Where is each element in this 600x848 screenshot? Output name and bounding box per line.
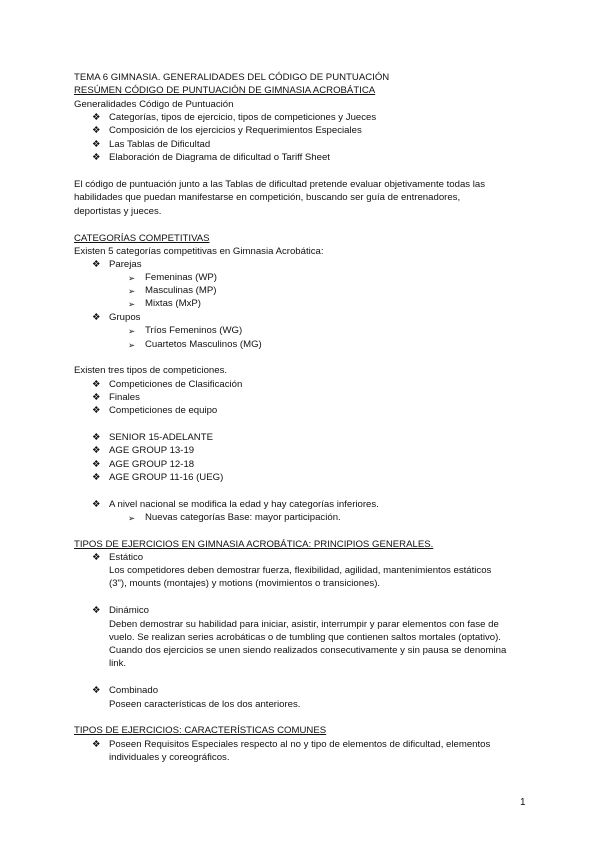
list-item: AGE GROUP 12-18 (109, 459, 195, 470)
diamond-bullet-icon: ❖ (92, 605, 101, 616)
paragraph-line: Deben demostrar su habilidad para iniciar, asistir, interrumpir y parar elementos con fase de (109, 619, 499, 630)
intro-paragraph-line: deportistas y jueces. (74, 206, 162, 217)
diamond-bullet-icon: ❖ (92, 472, 101, 483)
categorias-intro: Existen 5 categorías competitivas en Gimnasia Acrobática: (74, 246, 324, 257)
list-item: AGE GROUP 13-19 (109, 445, 195, 456)
list-item: Categorías, tipos de ejercicio, tipos de competiciones y Jueces (109, 112, 377, 123)
list-item: Composición de los ejercicios y Requerimientos Especiales (109, 125, 362, 136)
list-item: Estático (109, 552, 144, 563)
paragraph-line: individuales y coreográficos. (109, 752, 230, 763)
document-title: TEMA 6 GIMNASIA. GENERALIDADES DEL CÓDIGO DE PUNTUACIÓN (74, 72, 390, 83)
list-item: SENIOR 15-ADELANTE (109, 432, 213, 443)
list-item: Parejas (109, 259, 142, 270)
paragraph-line: Los competidores deben demostrar fuerza, flexibilidad, agilidad, mantenimientos estáticos (109, 565, 492, 576)
paragraph-line: (3"), mounts (montajes) y motions (movimientos o transiciones). (109, 578, 381, 589)
diamond-bullet-icon: ❖ (92, 259, 101, 270)
diamond-bullet-icon: ❖ (92, 392, 101, 403)
intro-paragraph-line: habilidades que puedan manifestarse en competición, buscando ser guía de entrenadores, (74, 192, 461, 203)
intro-paragraph-line: El código de puntuación junto a las Tablas de dificultad pretende evaluar objetivamente todas las (74, 179, 486, 190)
list-item: Finales (109, 392, 140, 403)
arrow-bullet-icon: ➢ (128, 286, 136, 296)
list-item: Poseen Requisitos Especiales respecto al no y tipo de elementos de dificultad, elementos (109, 739, 491, 750)
generalidades-heading: Generalidades Código de Puntuación (74, 99, 234, 110)
list-item: Grupos (109, 312, 141, 323)
categorias-heading: CATEGORÍAS COMPETITIVAS (74, 233, 210, 244)
list-item: AGE GROUP 11-16 (UEG) (109, 472, 224, 483)
diamond-bullet-icon: ❖ (92, 112, 101, 123)
list-item: Competiciones de equipo (109, 405, 218, 416)
diamond-bullet-icon: ❖ (92, 445, 101, 456)
document-subtitle: RESÚMEN CÓDIGO DE PUNTUACIÓN DE GIMNASIA ACROBÁTICA (74, 85, 376, 96)
list-item: Competiciones de Clasificación (109, 379, 243, 390)
list-item: A nivel nacional se modifica la edad y hay categorías inferiores. (109, 499, 379, 510)
arrow-bullet-icon: ➢ (128, 273, 136, 283)
paragraph-line: Poseen características de los dos anteriores. (109, 699, 301, 710)
paragraph-line: link. (109, 658, 127, 669)
diamond-bullet-icon: ❖ (92, 499, 101, 510)
diamond-bullet-icon: ❖ (92, 432, 101, 443)
sub-list-item: Mixtas (MxP) (145, 298, 201, 309)
page-number: 1 (520, 797, 526, 808)
competiciones-intro: Existen tres tipos de competiciones. (74, 365, 228, 376)
comunes-heading: TIPOS DE EJERCICIOS: CARACTERÍSTICAS COMUNES (74, 725, 327, 736)
sub-list-item: Masculinas (MP) (145, 285, 217, 296)
diamond-bullet-icon: ❖ (92, 152, 101, 163)
sub-list-item: Nuevas categorías Base: mayor participación. (145, 512, 341, 523)
list-item: Las Tablas de Dificultad (109, 139, 211, 150)
paragraph-line: Cuando dos ejercicios se unen siendo realizados consecutivamente y sin pausa se denomina (109, 645, 507, 656)
sub-list-item: Cuartetos Masculinos (MG) (145, 339, 262, 350)
tipos-heading: TIPOS DE EJERCICIOS EN GIMNASIA ACROBÁTICA: PRINCIPIOS GENERALES. (74, 539, 434, 550)
sub-list-item: Tríos Femeninos (WG) (145, 325, 243, 336)
diamond-bullet-icon: ❖ (92, 552, 101, 563)
arrow-bullet-icon: ➢ (128, 299, 136, 309)
list-item: Dinámico (109, 605, 149, 616)
arrow-bullet-icon: ➢ (128, 340, 136, 350)
diamond-bullet-icon: ❖ (92, 139, 101, 150)
diamond-bullet-icon: ❖ (92, 405, 101, 416)
sub-list-item: Femeninas (WP) (145, 272, 217, 283)
diamond-bullet-icon: ❖ (92, 685, 101, 696)
diamond-bullet-icon: ❖ (92, 125, 101, 136)
diamond-bullet-icon: ❖ (92, 739, 101, 750)
list-item: Combinado (109, 685, 159, 696)
arrow-bullet-icon: ➢ (128, 513, 136, 523)
diamond-bullet-icon: ❖ (92, 379, 101, 390)
list-item: Elaboración de Diagrama de dificultad o Tariff Sheet (109, 152, 330, 163)
diamond-bullet-icon: ❖ (92, 459, 101, 470)
diamond-bullet-icon: ❖ (92, 312, 101, 323)
arrow-bullet-icon: ➢ (128, 326, 136, 336)
paragraph-line: vuelo. Se realizan series acrobáticas o de tumbling que contienen saltos mortales (optativo). (109, 632, 501, 643)
